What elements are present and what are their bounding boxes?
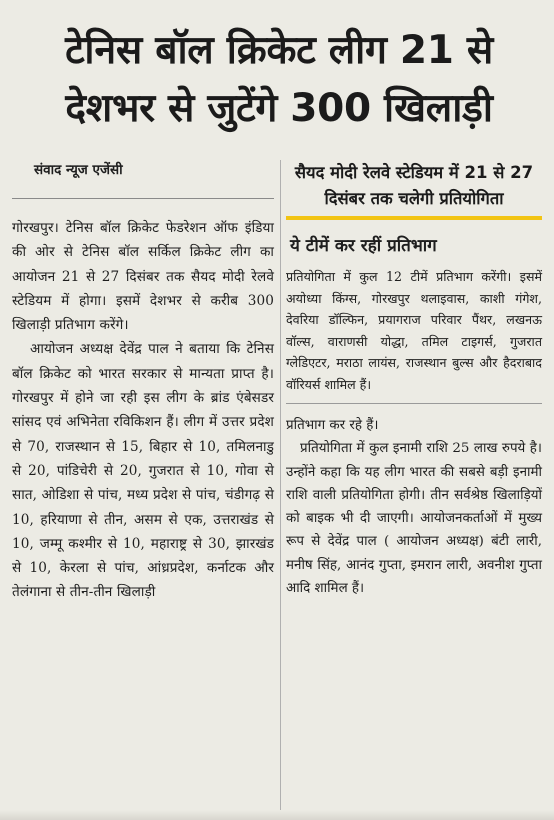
byline: संवाद न्यूज एजेंसी	[34, 162, 123, 178]
left-body-text	[12, 216, 274, 605]
right-body-text	[286, 414, 542, 600]
headline-line-1: टेनिस बॉल क्रिकेट लीग 21 से	[65, 28, 493, 73]
accent-rule	[286, 216, 542, 220]
headline-line-2: देशभर से जुटेंगे 300 खिलाड़ी	[65, 86, 493, 131]
left-column	[12, 160, 274, 605]
teams-box	[286, 266, 542, 404]
right-column	[286, 160, 542, 600]
left-paragraph-1: गोरखपुर। टेनिस बॉल क्रिकेट फेडरेशन ऑफ इंडिया की ओर से टेनिस बॉल सर्किल क्रिकेट लीग का आयोजन 21 से 27 दिसंबर तक सैयद मोदी रेलवे स्टेडियम में होगा। इसमें देशभर से करीब 300 खिलाड़ी प्रतिभाग करेंगे।	[12, 220, 274, 334]
teams-box-text	[286, 266, 542, 395]
left-paragraph-2: आयोजन अध्यक्ष देवेंद्र पाल ने बताया कि टेनिस बॉल क्रिकेट को भारत सरकार से मान्यता प्राप्त है। गोरखपुर में होने जा रही इस लीग के ब्रांड एंबेसडर सांसद एवं अभिनेता रविकिशन हैं। लीग में उत्तर प्रदेश से 70, राजस्थान से 15, बिहार से 10, तमिलनाडु से 20, पांडिचेरी से 20, गुजरात से 10, गोवा से सात, ओडिशा से पांच, मध्य प्रदेश से पांच, चंडीगढ़ से 10, हरियाणा से तीन, असम से एक, उत्तराखंड से 10, जम्मू कश्मीर से 10, महाराष्ट्र से 30, झारखंड से 10, केरला से पांच, आंध्रप्रदेश, कर्नाटक और तेलंगाना से तीन-तीन खिलाड़ी	[12, 341, 274, 601]
column-divider	[280, 160, 281, 810]
headline	[14, 22, 544, 138]
prize-paragraph: प्रतियोगिता में कुल इनामी राशि 25 लाख रुपये है। उन्होंने कहा कि यह लीग भारत की सबसे बड़ी इनामी राशि वाली प्रतियोगिता होगी। तीन सर्वश्रेष्ठ खिलाड़ियों को बाइक भी दी जाएगी। आयोजनकर्ताओं में मुख्य रूप से देवेंद्र पाल ( आयोजन अध्यक्ष) बंटी लारी, मनीष सिंह, आनंद गुप्ता, इमरान लारी, अवनीश गुप्ता आदि शामिल हैं।	[286, 441, 542, 597]
page-bottom-edge	[0, 810, 554, 820]
teams-box-title: ये टीमें कर रहीं प्रतिभाग	[290, 236, 437, 256]
teams-paragraph: प्रतियोगिता में कुल 12 टीमें प्रतिभाग करेंगी। इसमें अयोध्या किंग्स, गोरखपुर थलाइवास, काशी गंगेश, देवरिया डॉल्फिन, प्रयागराज परिवार पैंथर, लखनऊ वॉल्स, वाराणसी योद्धा, तमिल टाइगर्स, गुजरात ग्लेडिएटर, मराठा लायंस, राजस्थान बुल्स और हैदराबाद वॉरियर्स शामिल हैं।	[286, 269, 542, 392]
byline-divider	[12, 198, 274, 199]
continuation-line: प्रतिभाग कर रहे हैं।	[286, 418, 379, 433]
subheadline: सैयद मोदी रेलवे स्टेडियम में 21 से 27 दिसंबर तक चलेगी प्रतियोगिता	[294, 163, 534, 208]
